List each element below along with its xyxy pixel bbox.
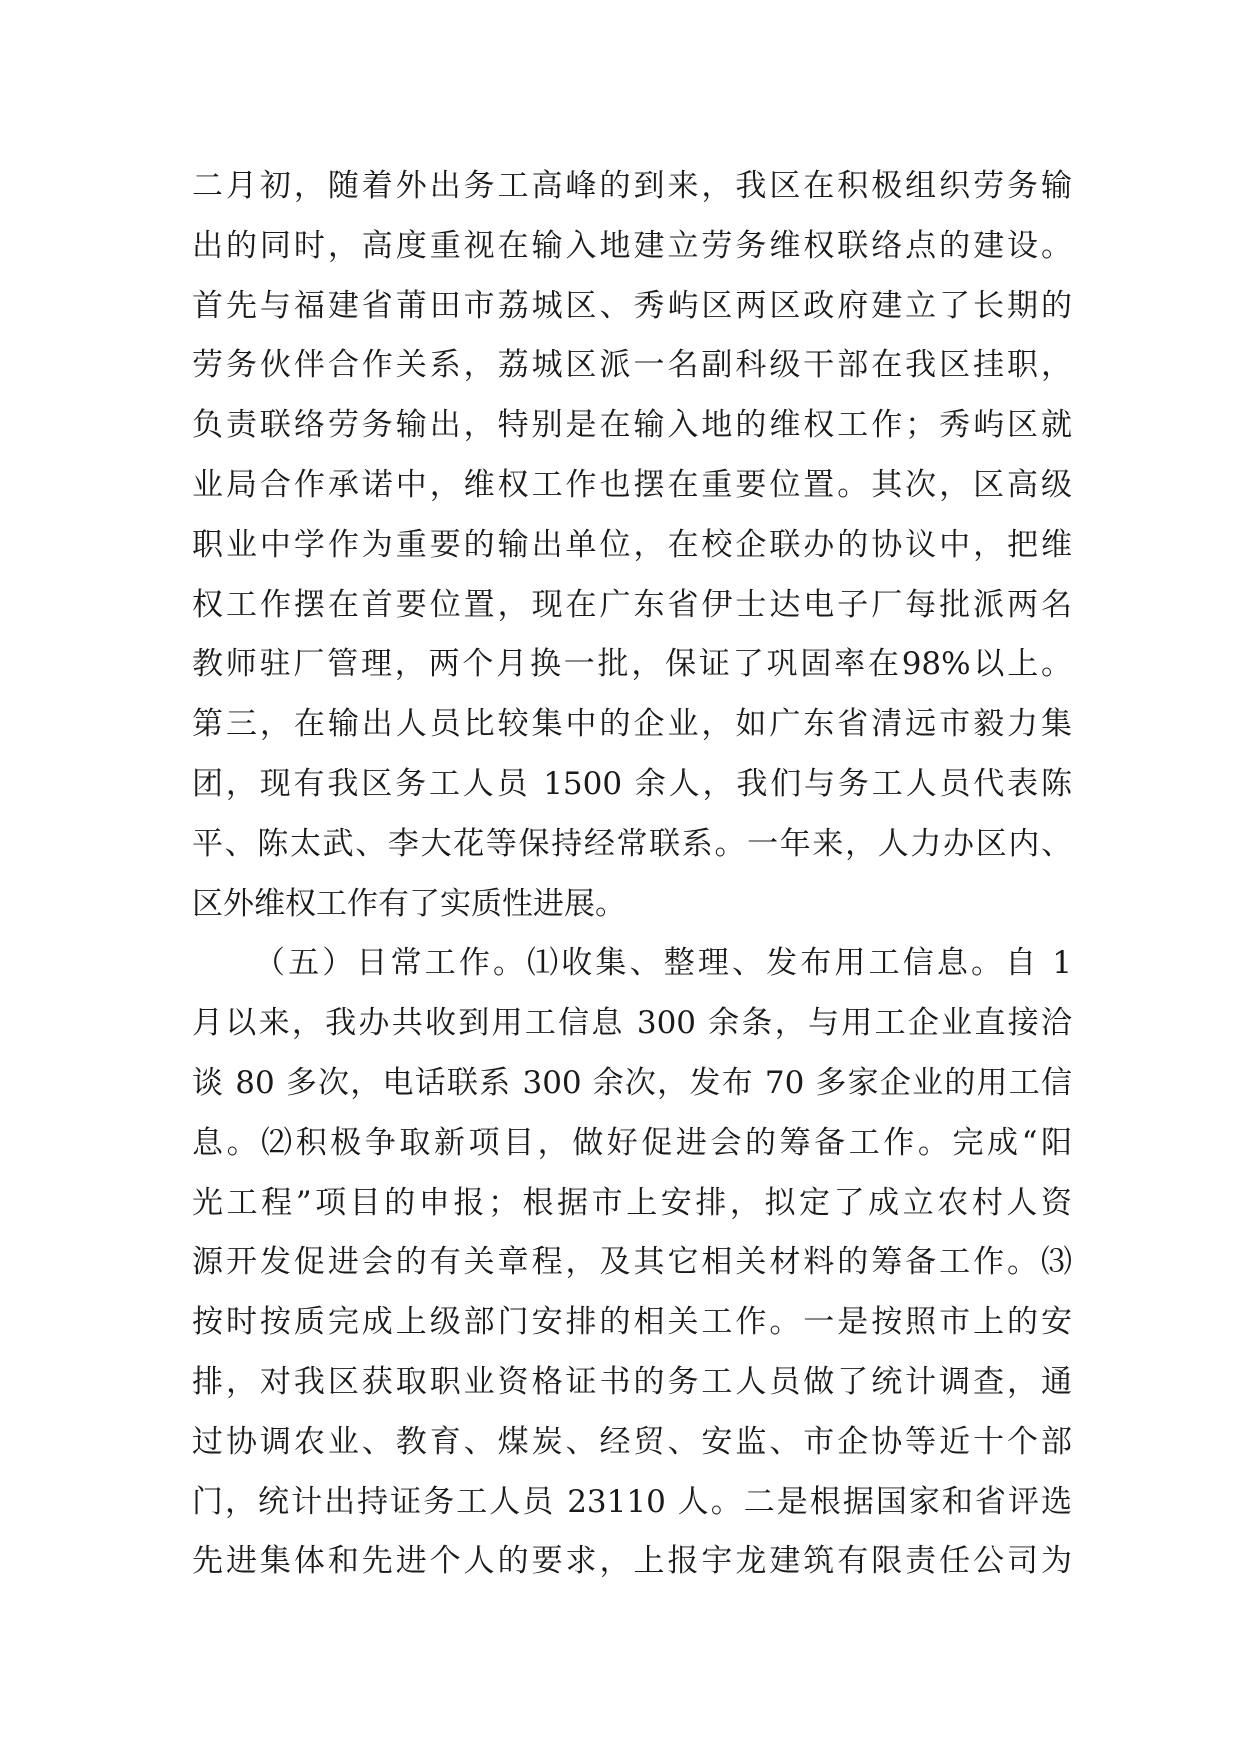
text-line: 门，统计出持证务工人员 23110 人。二是根据国家和省评选 [192, 1483, 1072, 1520]
text-line: 出的同时，高度重视在输入地建立劳务维权联络点的建设。 [192, 227, 1072, 264]
text-line: 月以来，我办共收到用工信息 300 余条，与用工企业直接洽 [192, 1005, 1072, 1042]
text-line: 第三，在输出人员比较集中的企业，如广东省清远市毅力集 [192, 706, 1072, 743]
text-line: 劳务伙伴合作关系，荔城区派一名副科级干部在我区挂职， [192, 347, 1072, 384]
text-line: 团，现有我区务工人员 1500 余人，我们与务工人员代表陈 [192, 765, 1072, 802]
text-line: 源开发促进会的有关章程，及其它相关材料的筹备工作。⑶ [192, 1244, 1072, 1281]
text-line: 教师驻厂管理，两个月换一批，保证了巩固率在98%以上。 [192, 646, 1072, 683]
text-line: 谈 80 多次，电话联系 300 余次，发布 70 多家企业的用工信 [192, 1064, 1072, 1101]
text-line: 先进集体和先进个人的要求，上报宇龙建筑有限责任公司为 [192, 1543, 1072, 1580]
text-line: 按时按质完成上级部门安排的相关工作。一是按照市上的安 [192, 1304, 1072, 1341]
text-line: 平、陈太武、李大花等保持经常联系。一年来，人力办区内、 [192, 825, 1072, 862]
text-line: 首先与福建省莆田市荔城区、秀屿区两区政府建立了长期的 [192, 287, 1072, 324]
text-line: 权工作摆在首要位置，现在广东省伊士达电子厂每批派两名 [192, 586, 1072, 623]
text-line: 职业中学作为重要的输出单位，在校企联办的协议中，把维 [192, 526, 1072, 563]
body-text [192, 160, 1072, 1595]
text-line: 过协调农业、教育、煤炭、经贸、安监、市企协等近十个部 [192, 1423, 1072, 1460]
text-line: 光工程”项目的申报；根据市上安排，拟定了成立农村人资 [192, 1184, 1072, 1221]
text-line: （五）日常工作。⑴收集、整理、发布用工信息。自 1 [254, 945, 1072, 982]
text-line: 区外维权工作有了实质性进展。 [192, 885, 626, 922]
text-line: 业局合作承诺中，维权工作也摆在重要位置。其次，区高级 [192, 466, 1072, 503]
text-line: 二月初，随着外出务工高峰的到来，我区在积极组织劳务输 [192, 168, 1072, 204]
text-line: 息。⑵积极争取新项目，做好促进会的筹备工作。完成“阳 [192, 1124, 1072, 1161]
text-line: 负责联络劳务输出，特别是在输入地的维权工作；秀屿区就 [192, 407, 1072, 444]
text-line: 排，对我区获取职业资格证书的务工人员做了统计调查，通 [192, 1363, 1072, 1400]
